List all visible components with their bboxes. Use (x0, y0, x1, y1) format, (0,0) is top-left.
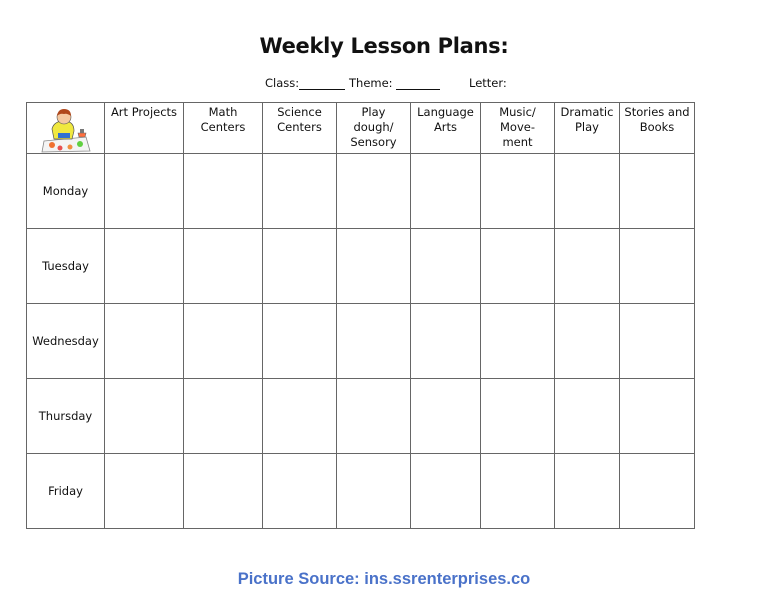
theme-label: Theme: (349, 76, 393, 90)
day-label-tuesday: Tuesday (27, 229, 105, 304)
plan-cell[interactable] (184, 379, 263, 454)
table-row (27, 454, 695, 529)
theme-field (349, 76, 440, 90)
plan-cell[interactable] (481, 229, 555, 304)
plan-cell[interactable] (337, 154, 411, 229)
plan-cell[interactable] (620, 454, 695, 529)
plan-cell[interactable] (620, 379, 695, 454)
plan-cell[interactable] (555, 454, 620, 529)
column-header-music-movement: Music/ Move- ment (481, 103, 555, 154)
column-header-math-centers: Math Centers (184, 103, 263, 154)
plan-cell[interactable] (184, 154, 263, 229)
table-row (27, 229, 695, 304)
column-header-art-projects: Art Projects (105, 103, 184, 154)
table-row (27, 154, 695, 229)
plan-cell[interactable] (411, 229, 481, 304)
plan-cell[interactable] (337, 229, 411, 304)
plan-cell[interactable] (337, 379, 411, 454)
column-header-language-arts: Language Arts (411, 103, 481, 154)
class-label: Class: (265, 76, 300, 90)
page-title: Weekly Lesson Plans: (259, 34, 509, 58)
plan-cell[interactable] (411, 154, 481, 229)
day-label-monday: Monday (27, 154, 105, 229)
plan-cell[interactable] (105, 379, 184, 454)
letter-field (469, 76, 507, 90)
plan-cell[interactable] (411, 379, 481, 454)
child-painting-icon (40, 107, 92, 153)
plan-cell[interactable] (184, 229, 263, 304)
column-header-play-dough-sensory: Play dough/ Sensory (337, 103, 411, 154)
plan-cell[interactable] (555, 229, 620, 304)
plan-cell[interactable] (105, 154, 184, 229)
plan-cell[interactable] (105, 454, 184, 529)
plan-cell[interactable] (105, 304, 184, 379)
plan-cell[interactable] (481, 379, 555, 454)
plan-cell[interactable] (184, 454, 263, 529)
picture-source-caption: Picture Source: ins.ssrenterprises.co (237, 570, 531, 588)
plan-cell[interactable] (555, 304, 620, 379)
day-label-wednesday: Wednesday (27, 304, 105, 379)
table-row (27, 304, 695, 379)
plan-cell[interactable] (263, 154, 337, 229)
lesson-plan-table (26, 102, 695, 529)
letter-label: Letter: (469, 76, 507, 90)
table-row (27, 379, 695, 454)
plan-cell[interactable] (620, 154, 695, 229)
class-blank (299, 77, 345, 90)
plan-cell[interactable] (263, 379, 337, 454)
plan-cell[interactable] (105, 229, 184, 304)
plan-cell[interactable] (555, 379, 620, 454)
plan-cell[interactable] (481, 304, 555, 379)
day-label-thursday: Thursday (27, 379, 105, 454)
plan-cell[interactable] (263, 304, 337, 379)
theme-blank (396, 77, 440, 90)
day-label-friday: Friday (27, 454, 105, 529)
column-header-stories-books: Stories and Books (620, 103, 695, 154)
plan-cell[interactable] (184, 304, 263, 379)
plan-cell[interactable] (620, 229, 695, 304)
plan-cell[interactable] (337, 304, 411, 379)
corner-cell (27, 103, 105, 154)
column-header-dramatic-play: Dramatic Play (555, 103, 620, 154)
plan-cell[interactable] (620, 304, 695, 379)
header-row (27, 103, 695, 154)
plan-cell[interactable] (263, 229, 337, 304)
class-field (265, 76, 345, 90)
column-header-science-centers: Science Centers (263, 103, 337, 154)
plan-cell[interactable] (411, 304, 481, 379)
plan-cell[interactable] (555, 154, 620, 229)
plan-cell[interactable] (481, 154, 555, 229)
plan-cell[interactable] (263, 454, 337, 529)
plan-cell[interactable] (481, 454, 555, 529)
plan-cell[interactable] (411, 454, 481, 529)
plan-cell[interactable] (337, 454, 411, 529)
